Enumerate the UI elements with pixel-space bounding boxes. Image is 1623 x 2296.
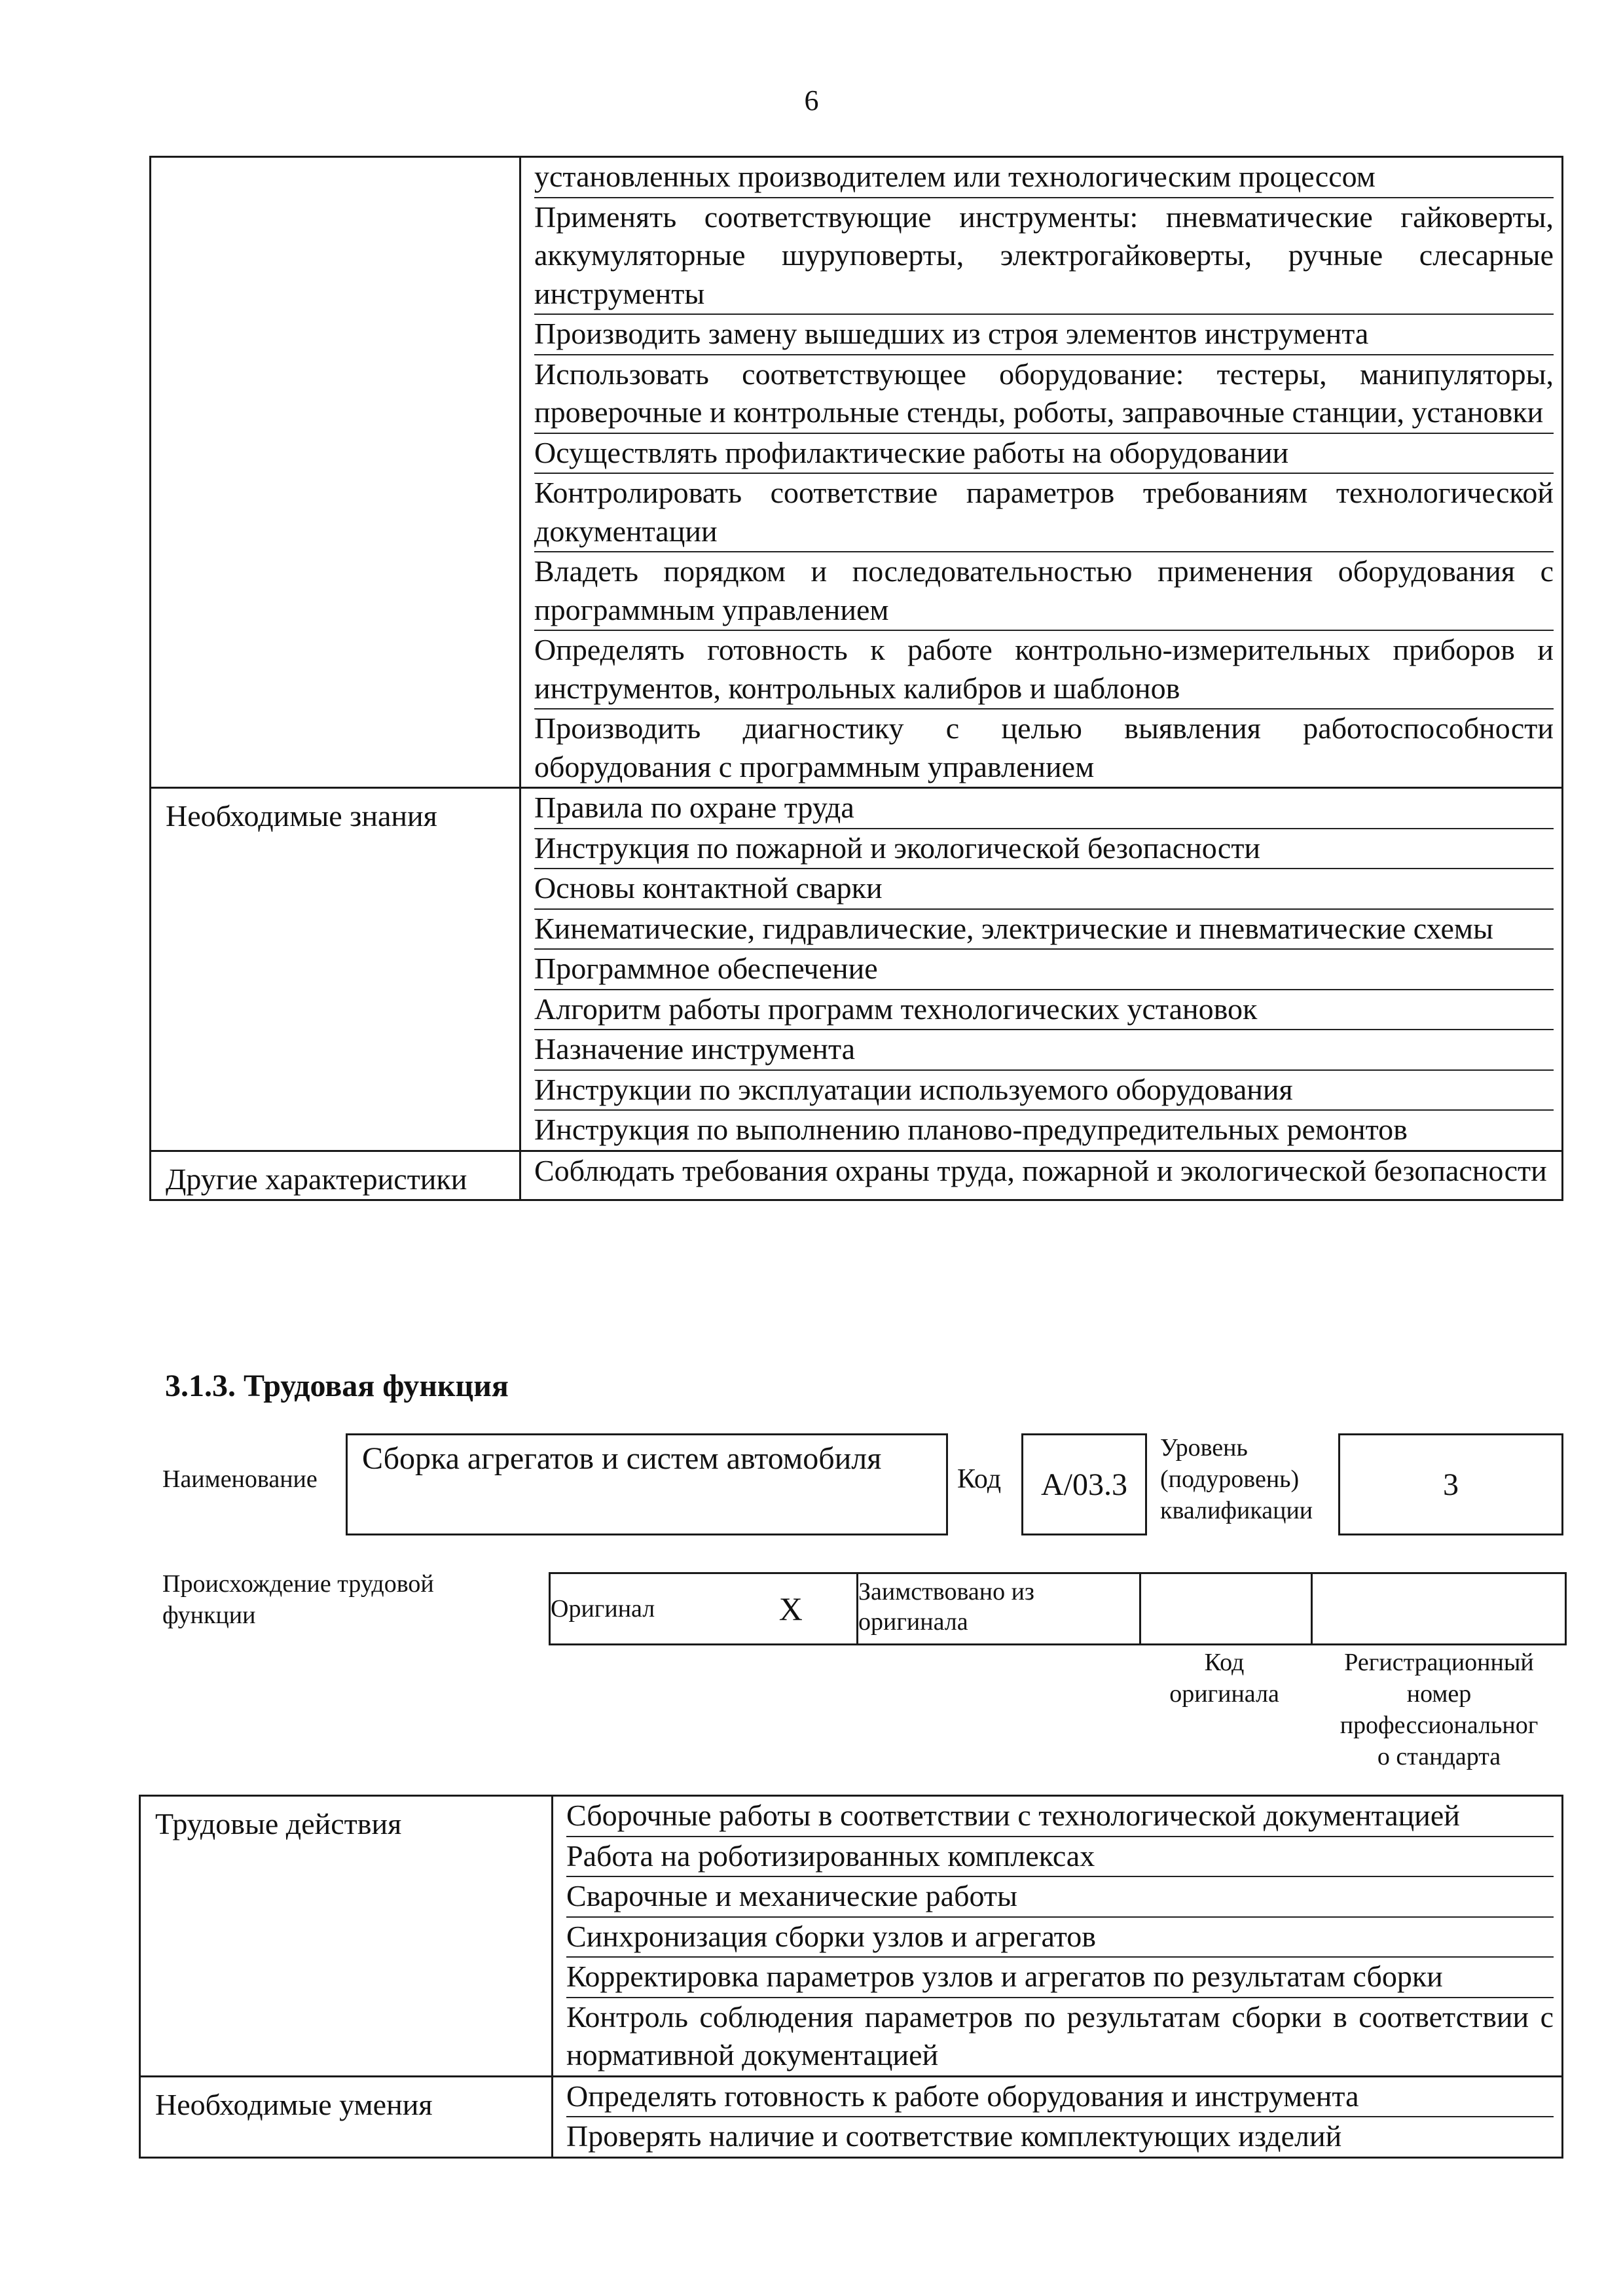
list-item: Назначение инструмента (534, 1030, 1554, 1071)
function-name: Сборка агрегатов и систем автомобиля (362, 1441, 882, 1476)
list-item: Определять готовность к работе оборудования и инструмента (566, 2077, 1554, 2118)
row-items (553, 2076, 1563, 2157)
reg-number-cell (1312, 1573, 1566, 1645)
caption-line: Код (1204, 1649, 1245, 1676)
list-item: Программное обеспечение (534, 950, 1554, 990)
row-label: Другие характеристики (151, 1151, 520, 1200)
function-code: A/03.3 (1041, 1467, 1127, 1502)
list-item: Инструкции по эксплуатации используемого оборудования (534, 1071, 1554, 1111)
table-row (151, 157, 1563, 788)
original-mark: X (725, 1573, 858, 1645)
caption-line: профессиональног (1340, 1712, 1539, 1739)
list-item: Соблюдать требования охраны труда, пожарной и экологической безопасности (534, 1153, 1547, 1187)
level-label (1160, 1432, 1330, 1526)
borrowed-label-line: оригинала (858, 1608, 968, 1636)
list-item: Основы контактной сварки (534, 869, 1554, 910)
caption-line: номер (1406, 1680, 1472, 1708)
section-heading: 3.1.3. Трудовая функция (165, 1369, 509, 1403)
caption-line: оригинала (1169, 1680, 1279, 1708)
code-box (1021, 1433, 1147, 1535)
row-items (520, 157, 1563, 788)
list-item: Применять соответствующие инструменты: пневматические гайковерты, аккумуляторные шуруповерты, электрогайковерты, ручные слесарные инструменты (534, 198, 1554, 315)
original-code-cell (1140, 1573, 1312, 1645)
name-box (346, 1433, 948, 1535)
list-item: Производить замену вышедших из строя элементов инструмента (534, 315, 1554, 355)
level-label-line: (подуровень) (1160, 1465, 1300, 1493)
row-items (553, 1796, 1563, 2077)
row-items (520, 788, 1563, 1151)
page-number: 6 (804, 84, 819, 117)
row-items (520, 1151, 1563, 1200)
list-item: Производить диагностику с целью выявления работоспособности оборудования с программным управлением (534, 711, 1554, 783)
list-item: Кинематические, гидравлические, электрические и пневматические схемы (534, 910, 1554, 950)
table-row (140, 2076, 1563, 2157)
list-item: Контроль соблюдения параметров по результатам сборки в соответствии с нормативной документацией (566, 2000, 1554, 2072)
list-item: Работа на роботизированных комплексах (566, 1837, 1554, 1878)
list-item: Сварочные и механические работы (566, 1877, 1554, 1918)
reg-number-caption (1313, 1647, 1565, 1772)
list-item: Инструкция по выполнению планово-предупредительных ремонтов (534, 1113, 1408, 1146)
list-item: Сборочные работы в соответствии с технологической документацией (566, 1797, 1554, 1837)
code-label: Код (957, 1464, 1002, 1494)
list-item: Корректировка параметров узлов и агрегатов по результатам сборки (566, 1958, 1554, 1998)
origin-label-line: функции (162, 1602, 256, 1629)
list-item: Инструкция по пожарной и экологической безопасности (534, 829, 1554, 870)
requirements-table-continued (149, 156, 1563, 1201)
level-box (1338, 1433, 1563, 1535)
original-code-caption (1139, 1647, 1309, 1710)
origin-label-line: Происхождение трудовой (162, 1570, 434, 1598)
row-label: Трудовые действия (140, 1796, 553, 2077)
row-label (151, 157, 520, 788)
table-row (151, 1151, 1563, 1200)
list-item: Правила по охране труда (534, 789, 1554, 829)
list-item: Алгоритм работы программ технологических установок (534, 990, 1554, 1031)
origin-label (162, 1568, 503, 1631)
table-row (140, 1796, 1563, 2077)
list-item: Осуществлять профилактические работы на оборудовании (534, 434, 1554, 475)
list-item: Синхронизация сборки узлов и агрегатов (566, 1918, 1554, 1958)
qualification-level: 3 (1443, 1467, 1459, 1502)
borrowed-label (858, 1573, 1140, 1645)
list-item: Контролировать соответствие параметров требованиям технологической документации (534, 474, 1554, 552)
level-label-line: Уровень (1160, 1434, 1248, 1462)
level-label-line: квалификации (1160, 1497, 1313, 1524)
origin-table (549, 1572, 1567, 1645)
original-label: Оригинал (550, 1573, 725, 1645)
row-label: Необходимые умения (140, 2076, 553, 2157)
caption-line: о стандарта (1377, 1743, 1501, 1770)
list-item: Владеть порядком и последовательностью применения оборудования с программным управлением (534, 552, 1554, 631)
list-item: Проверять наличие и соответствие комплектующих изделий (566, 2119, 1342, 2153)
list-item: Определять готовность к работе контрольно-измерительных приборов и инструментов, контрольных калибров и шаблонов (534, 631, 1554, 709)
list-item: установленных производителем или технологическим процессом (534, 158, 1554, 198)
name-label: Наименование (162, 1465, 318, 1493)
labor-function-table (139, 1795, 1563, 2159)
table-row (151, 788, 1563, 1151)
list-item: Использовать соответствующее оборудование: тестеры, манипуляторы, проверочные и контрольные стенды, роботы, заправочные станции, установки (534, 355, 1554, 434)
borrowed-label-line: Заимствовано из (858, 1578, 1034, 1605)
row-label: Необходимые знания (151, 788, 520, 1151)
caption-line: Регистрационный (1344, 1649, 1534, 1676)
